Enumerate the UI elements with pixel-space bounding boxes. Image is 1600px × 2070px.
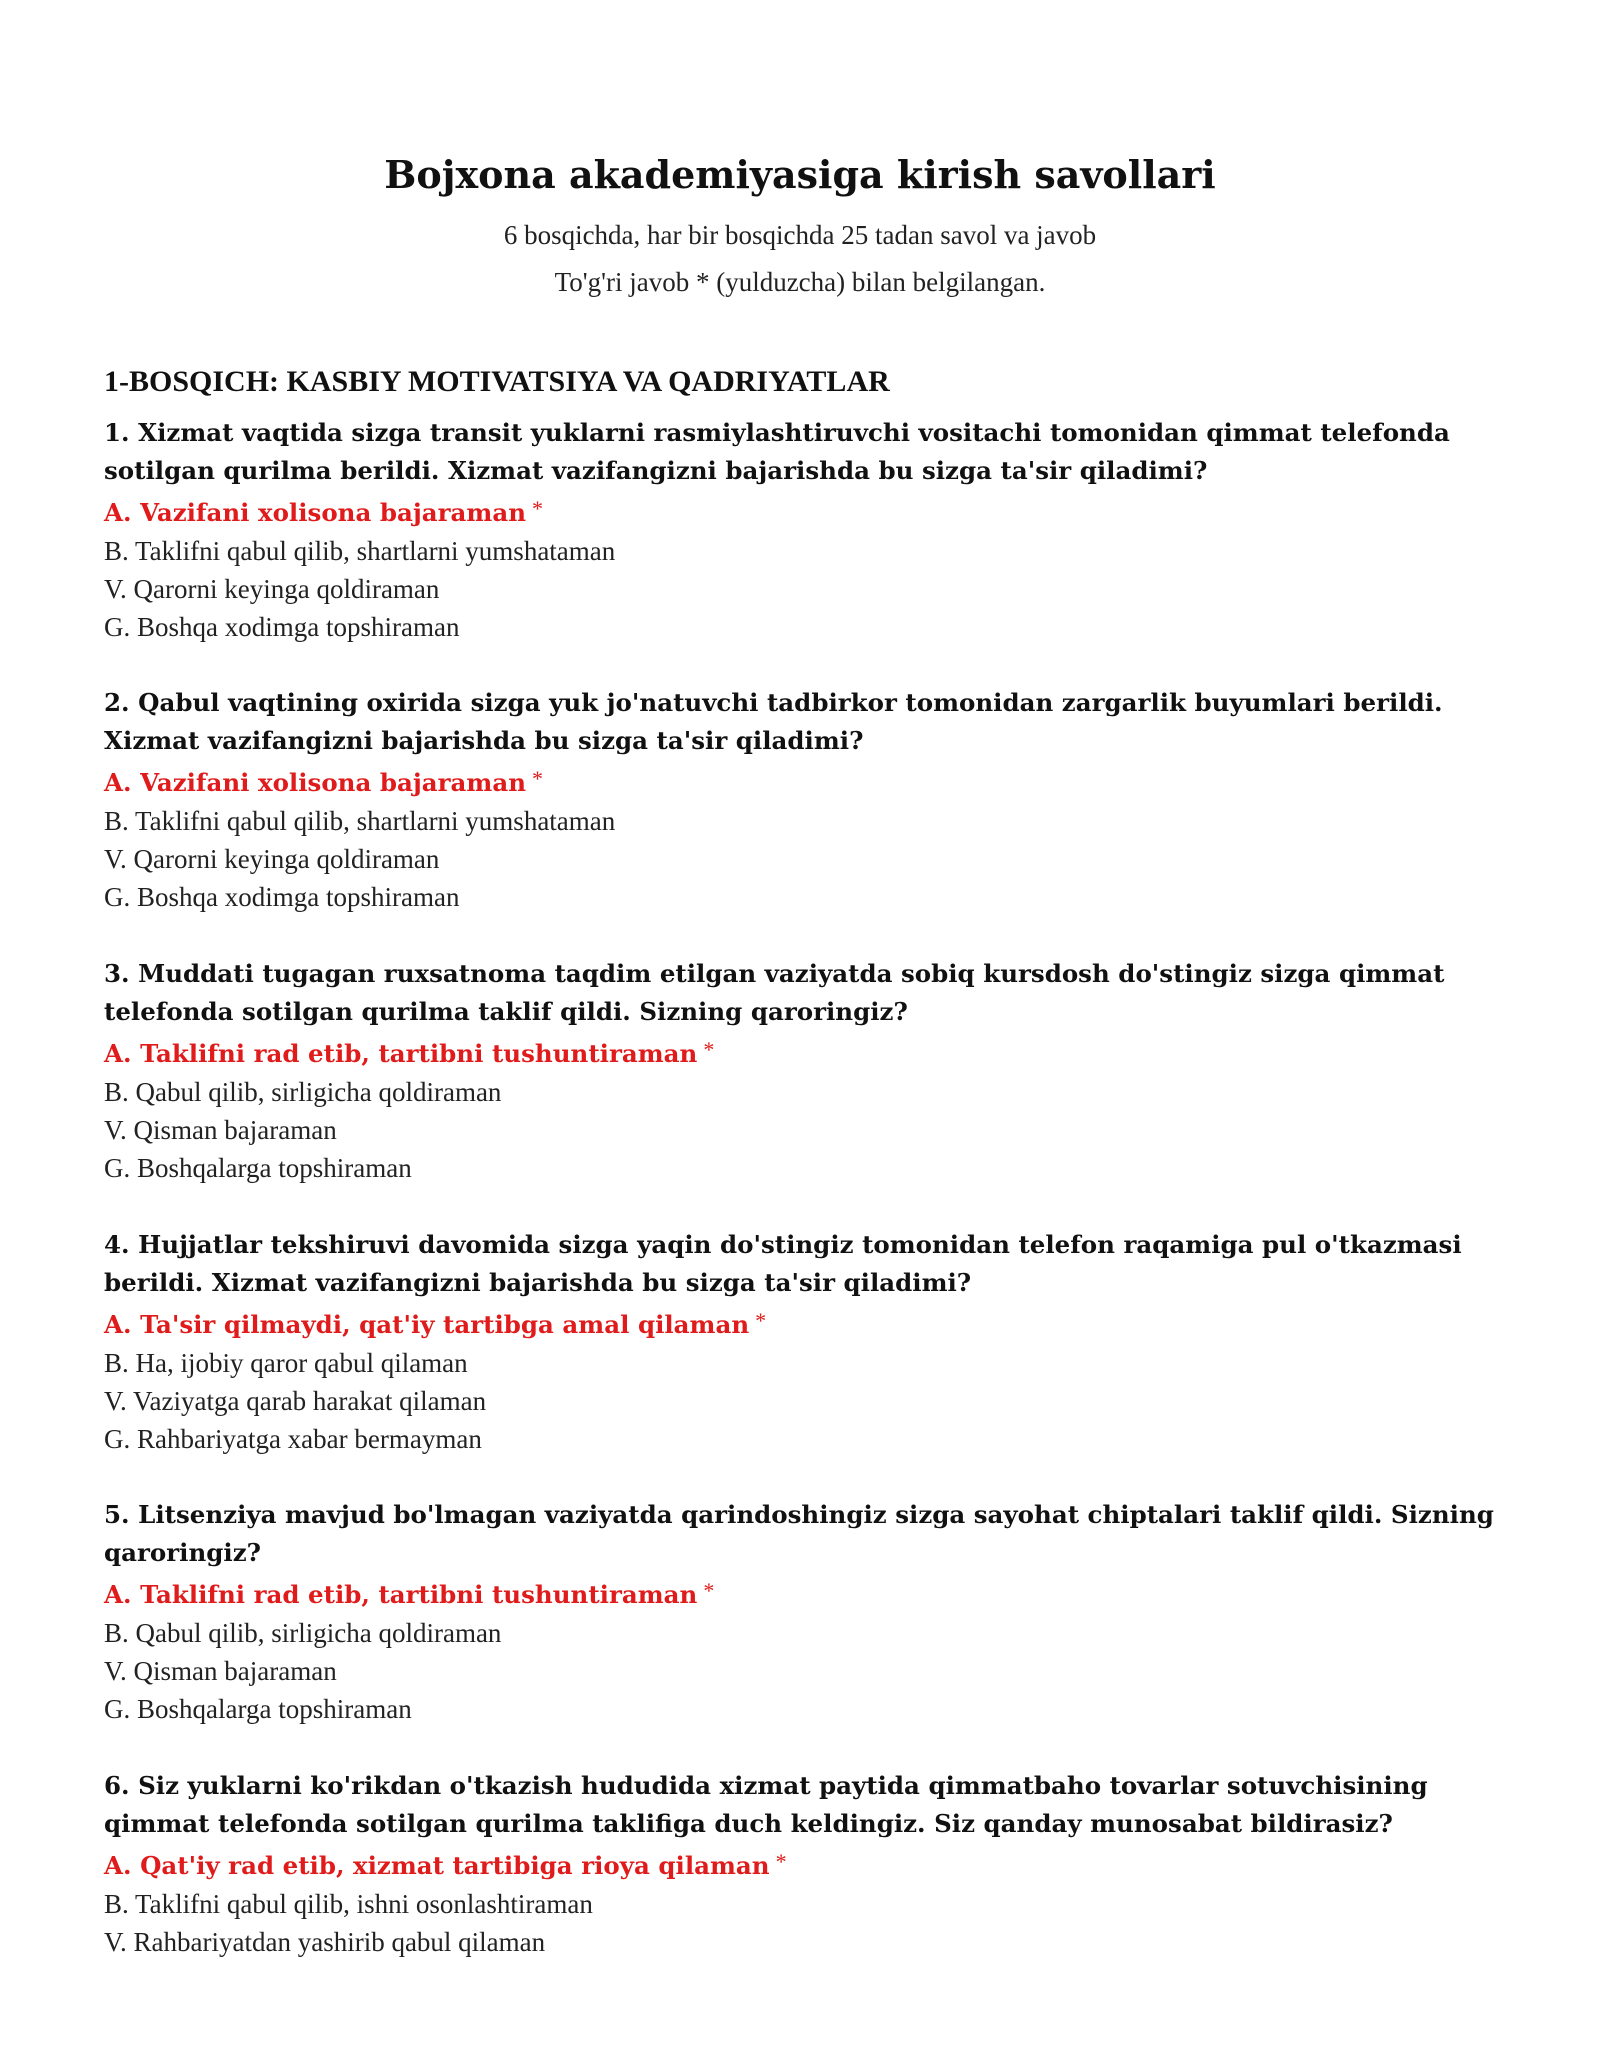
question-text: 5. Litsenziya mavjud bo'lmagan vaziyatda qarindoshingiz sizga sayohat chiptalari taklif qildi. Sizning qaroringiz?	[104, 1500, 1494, 1567]
question-6	[104, 1767, 1504, 1961]
option: V. Qarorni keyinga qoldiraman	[104, 574, 440, 604]
correct-star-marker: *	[755, 1308, 767, 1333]
question-4	[104, 1226, 1504, 1458]
option-correct	[104, 1031, 1504, 1073]
option: B. Qabul qilib, sirligicha qoldiraman	[104, 1618, 502, 1648]
option: G. Boshqalarga topshiraman	[104, 1153, 412, 1183]
option-correct	[104, 1302, 1504, 1344]
question-text: 4. Hujjatlar tekshiruvi davomida sizga yaqin do'stingiz tomonidan telefon raqamiga pul o'tkazmasi berildi. Xizmat vazifangizni bajarishda bu sizga ta'sir qiladimi?	[104, 1230, 1462, 1297]
question-2	[104, 684, 1504, 916]
correct-star-marker: *	[775, 1849, 787, 1874]
option: B. Taklifni qabul qilib, ishni osonlashtiraman	[104, 1889, 593, 1919]
option: B. Qabul qilib, sirligicha qoldiraman	[104, 1077, 502, 1107]
option: G. Boshqa xodimga topshiraman	[104, 612, 460, 642]
question-1	[104, 414, 1504, 646]
answer-key-note: To'g'ri javob * (yulduzcha) bilan belgilangan.	[554, 267, 1046, 297]
option-correct	[104, 490, 1504, 532]
section-heading: 1-BOSQICH: KASBIY MOTIVATSIYA VA QADRIYATLAR	[104, 365, 890, 398]
option-label: A. Taklifni rad etib, tartibni tushuntiraman	[104, 1039, 698, 1068]
option: B. Taklifni qabul qilib, shartlarni yumshataman	[104, 806, 616, 836]
option: V. Qisman bajaraman	[104, 1115, 337, 1145]
option: V. Rahbariyatdan yashirib qabul qilaman	[104, 1927, 546, 1957]
question-text: 1. Xizmat vaqtida sizga transit yuklarni rasmiylashtiruvchi vositachi tomonidan qimmat telefonda sotilgan qurilma berildi. Xizmat vazifangizni bajarishda bu sizga ta'sir qiladimi?	[104, 418, 1450, 485]
option-label: A. Vazifani xolisona bajaraman	[104, 498, 527, 527]
option-label: A. Taklifni rad etib, tartibni tushuntiraman	[104, 1580, 698, 1609]
question-3	[104, 955, 1504, 1187]
correct-star-marker: *	[532, 496, 544, 521]
correct-star-marker: *	[703, 1037, 715, 1062]
correct-star-marker: *	[703, 1578, 715, 1603]
option: V. Vaziyatga qarab harakat qilaman	[104, 1386, 487, 1416]
question-text: 2. Qabul vaqtining oxirida sizga yuk jo'natuvchi tadbirkor tomonidan zargarlik buyumlari berildi. Xizmat vazifangizni bajarishda bu sizga ta'sir qiladimi?	[104, 688, 1443, 755]
option-label: A. Ta'sir qilmaydi, qat'iy tartibga amal qilaman	[104, 1310, 750, 1339]
correct-star-marker: *	[532, 766, 544, 791]
question-text: 3. Muddati tugagan ruxsatnoma taqdim etilgan vaziyatda sobiq kursdosh do'stingiz sizga qimmat telefonda sotilgan qurilma taklif qildi. Sizning qaroringiz?	[104, 959, 1445, 1026]
option: G. Boshqalarga topshiraman	[104, 1694, 412, 1724]
option-correct	[104, 1572, 1504, 1614]
document-subtitle: 6 bosqichda, har bir bosqichda 25 tadan savol va javob	[503, 220, 1097, 250]
option: G. Boshqa xodimga topshiraman	[104, 882, 460, 912]
option: B. Ha, ijobiy qaror qabul qilaman	[104, 1348, 468, 1378]
option: V. Qarorni keyinga qoldiraman	[104, 844, 440, 874]
option: V. Qisman bajaraman	[104, 1656, 337, 1686]
question-5	[104, 1496, 1504, 1728]
option-correct	[104, 760, 1504, 802]
question-text: 6. Siz yuklarni ko'rikdan o'tkazish hududida xizmat paytida qimmatbaho tovarlar sotuvchisining qimmat telefonda sotilgan qurilma taklifiga duch keldingiz. Siz qanday munosabat bildirasiz?	[104, 1771, 1428, 1838]
document-title: Bojxona akademiyasiga kirish savollari	[384, 152, 1216, 197]
option: B. Taklifni qabul qilib, shartlarni yumshataman	[104, 536, 616, 566]
option: G. Rahbariyatga xabar bermayman	[104, 1424, 482, 1454]
option-correct	[104, 1843, 1504, 1885]
option-label: A. Vazifani xolisona bajaraman	[104, 768, 527, 797]
option-label: A. Qat'iy rad etib, xizmat tartibiga rioya qilaman	[104, 1851, 770, 1880]
